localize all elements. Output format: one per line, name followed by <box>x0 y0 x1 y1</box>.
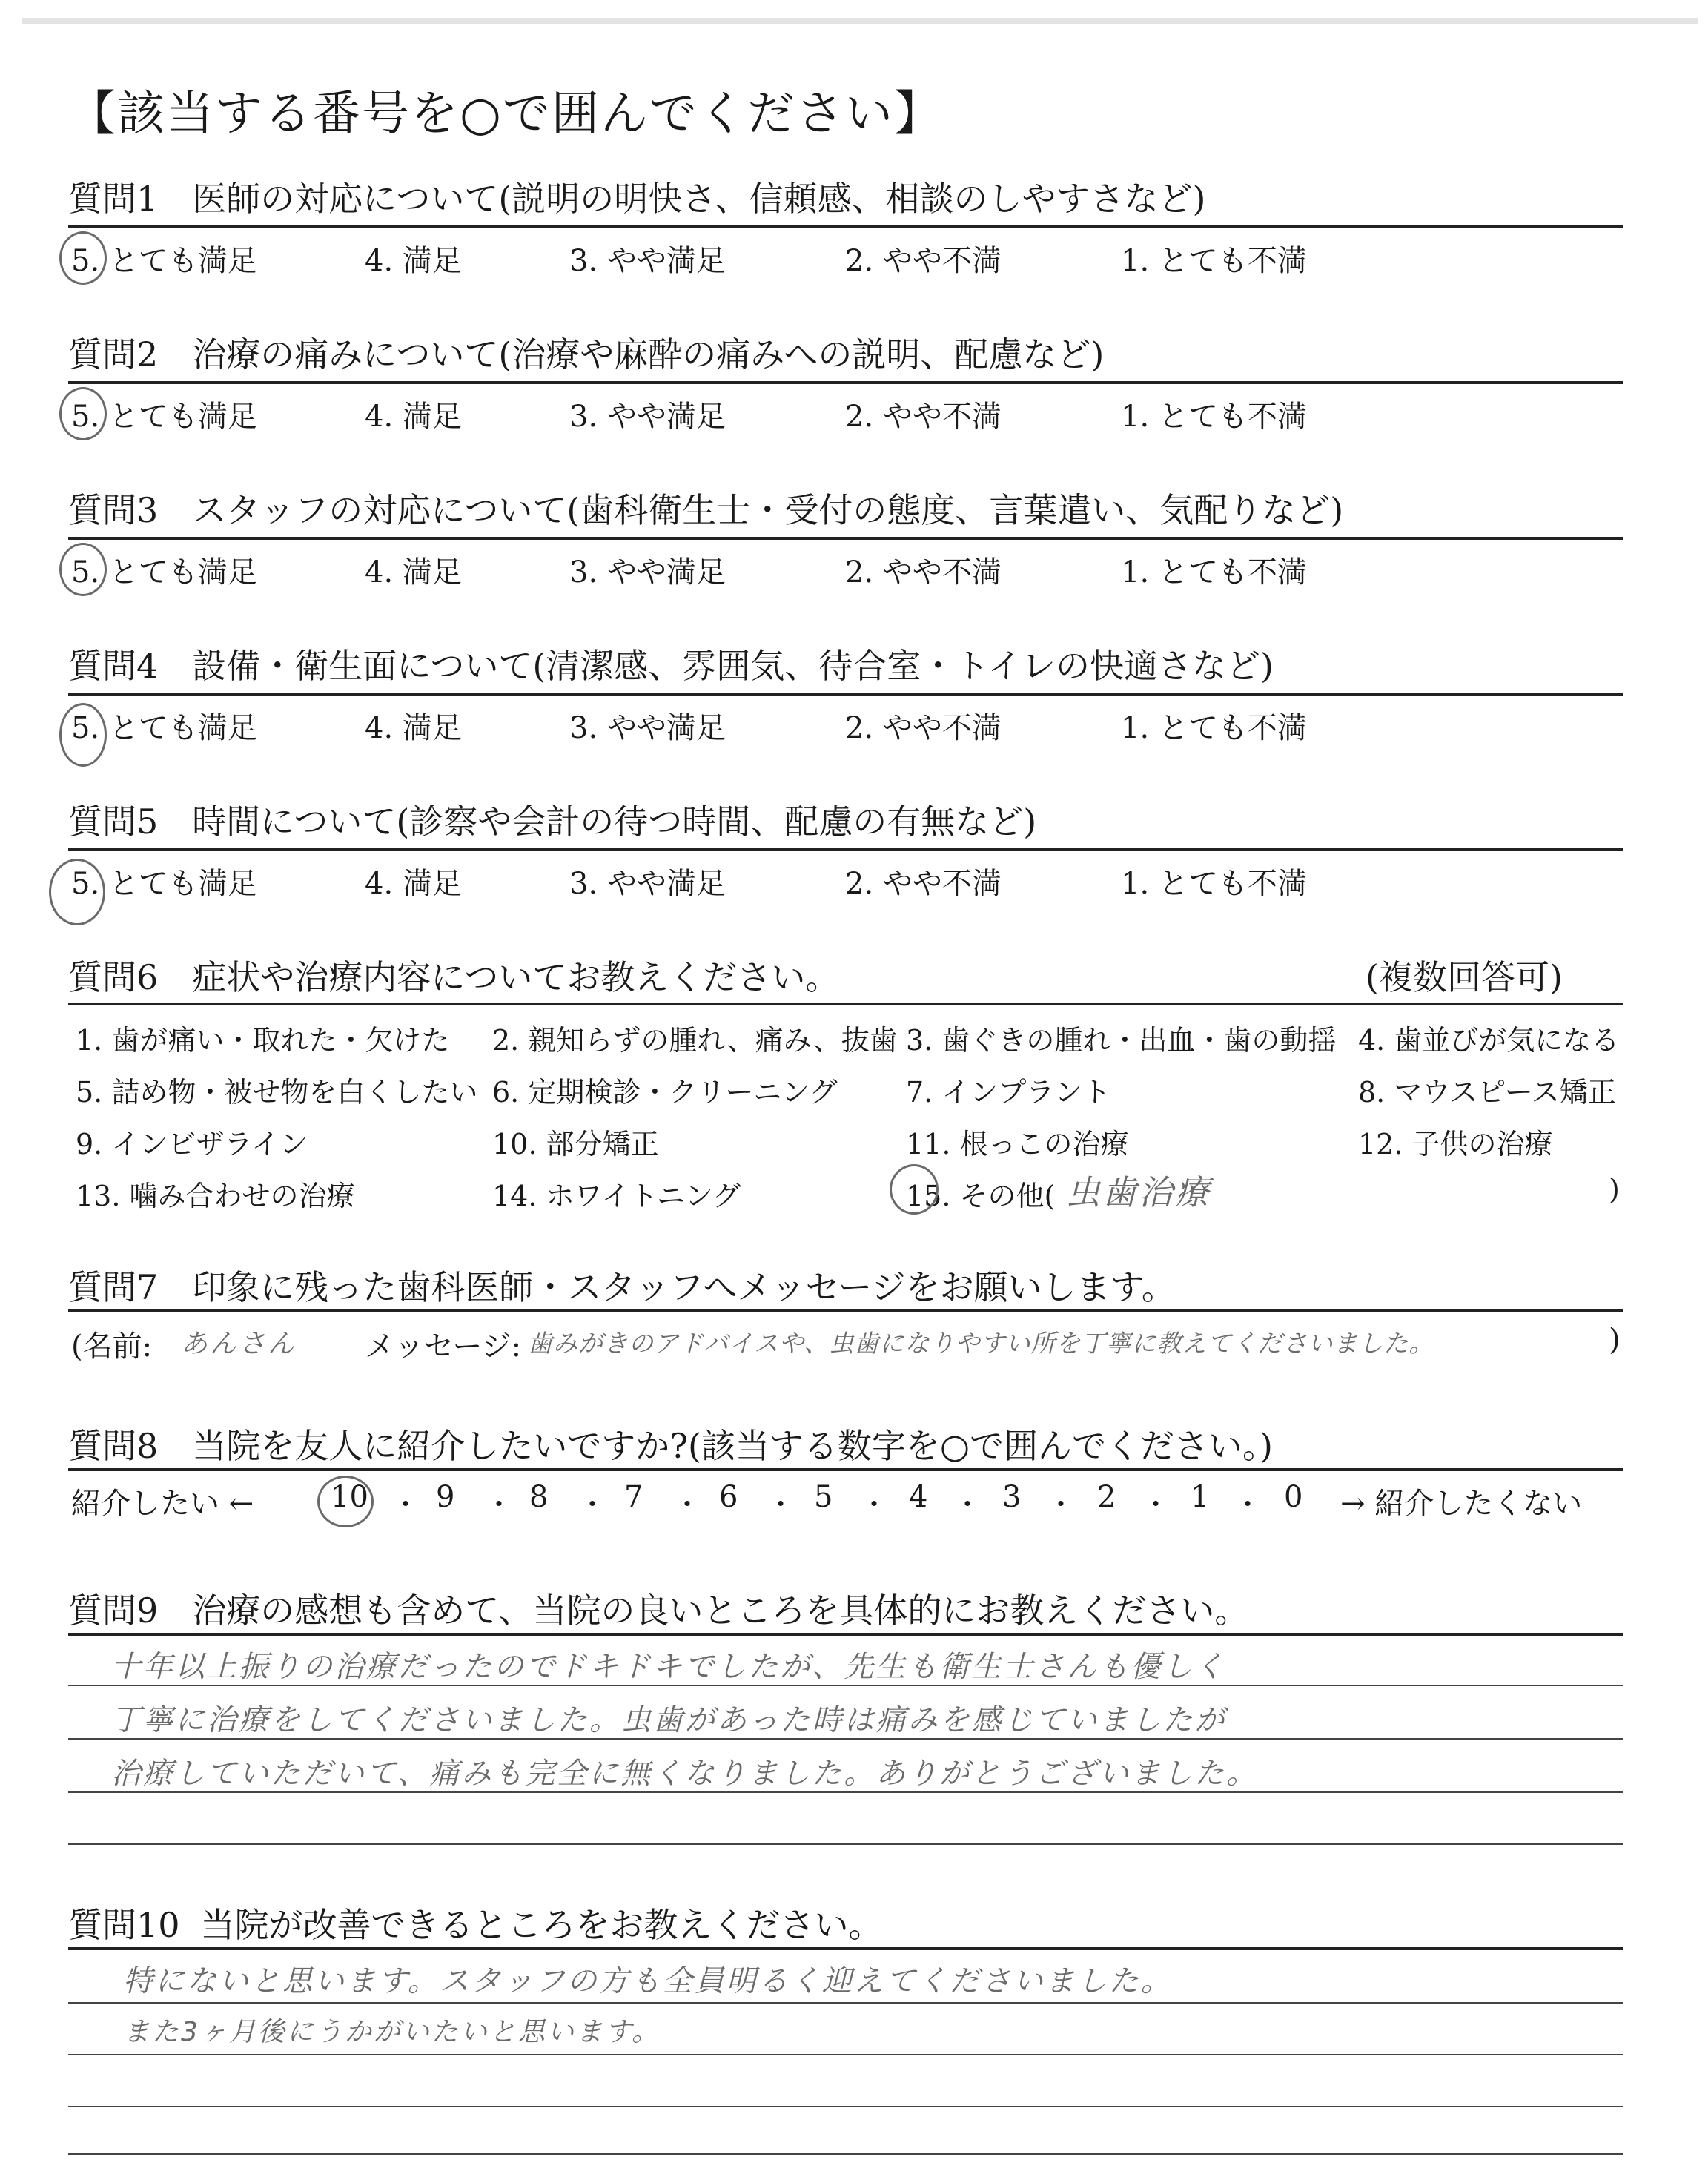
symptom-option-15[interactable]: 15. その他( <box>906 1180 1056 1212</box>
multiple-answer-note: (複数回答可) <box>1366 957 1563 997</box>
option-1[interactable]: 1. とても不満 <box>1121 400 1307 434</box>
scale-separator: ・ <box>953 1488 982 1521</box>
scale-separator: ・ <box>1234 1488 1262 1521</box>
selected-circle-mark <box>59 231 107 285</box>
scale-separator: ・ <box>860 1488 889 1521</box>
question-text: 治療の痛みについて(治療や麻酔の痛みへの説明、配慮など) <box>192 334 1105 374</box>
scale-separator: ・ <box>1047 1488 1076 1521</box>
score-8[interactable]: 8 <box>529 1480 549 1514</box>
recommend-right-label: → 紹介したくない <box>1340 1487 1583 1521</box>
score-5[interactable]: 5 <box>814 1480 833 1514</box>
question-text: 印象に残った歯科医師・スタッフへメッセージをお願いします。 <box>192 1267 1176 1307</box>
question-text: 当院が改善できるところをお教えください。 <box>200 1905 883 1945</box>
question-title <box>68 795 1036 844</box>
question-text: スタッフの対応について(歯科衛生士・受付の態度、言葉遣い、気配りなど) <box>192 490 1344 530</box>
score-10[interactable]: 10 <box>331 1480 368 1514</box>
question-label: 質問5 <box>68 802 159 842</box>
name-field[interactable]: あんさん <box>181 1329 297 1359</box>
ruled-line <box>68 1738 1623 1740</box>
symptom-option-6[interactable]: 6. 定期検診・クリーニング <box>492 1076 838 1109</box>
scan-top-band <box>22 18 1698 24</box>
answer-line-1: 十年以上振りの治療だったのでドキドキでしたが、先生も衛生士さんも優しく <box>111 1650 1227 1684</box>
question-label: 質問3 <box>68 490 159 530</box>
ruled-line <box>68 2106 1623 2107</box>
score-7[interactable]: 7 <box>624 1480 643 1514</box>
question-text: 治療の感想も含めて、当院の良いところを具体的にお教えください。 <box>192 1591 1249 1631</box>
option-4[interactable]: 4. 満足 <box>365 711 462 745</box>
underline <box>68 1003 1623 1005</box>
question-label: 質問1 <box>68 179 159 219</box>
question-label: 質問9 <box>68 1591 159 1631</box>
message-label: メッセージ: <box>365 1330 522 1364</box>
score-9[interactable]: 9 <box>436 1480 455 1514</box>
question-label: 質問8 <box>68 1426 159 1466</box>
symptom-option-1[interactable]: 1. 歯が痛い・取れた・欠けた <box>76 1024 450 1057</box>
answer-line-3: 治療していただいて、痛みも完全に無くなりました。ありがとうございました。 <box>111 1757 1259 1791</box>
score-6[interactable]: 6 <box>719 1480 738 1514</box>
score-0[interactable]: 0 <box>1284 1480 1303 1514</box>
selected-circle-mark <box>317 1476 374 1527</box>
selected-circle-mark <box>59 387 107 440</box>
ruled-line <box>68 2054 1623 2055</box>
underline <box>68 848 1623 851</box>
option-2[interactable]: 2. やや不満 <box>845 555 1002 589</box>
option-5[interactable]: 5. とても満足 <box>71 711 257 745</box>
option-4[interactable]: 4. 満足 <box>365 400 462 434</box>
option-3[interactable]: 3. やや満足 <box>569 555 726 589</box>
option-3[interactable]: 3. やや満足 <box>569 244 726 278</box>
answer-line-2: また3ヶ月後にうかがいたいと思います。 <box>123 2017 661 2047</box>
symptom-option-2[interactable]: 2. 親知らずの腫れ、痛み、抜歯 <box>492 1024 898 1057</box>
option-1[interactable]: 1. とても不満 <box>1121 867 1307 901</box>
underline <box>68 537 1623 540</box>
symptom-option-3[interactable]: 3. 歯ぐきの腫れ・出血・歯の動揺 <box>906 1024 1337 1057</box>
scale-separator: ・ <box>578 1488 607 1521</box>
option-5[interactable]: 5. とても満足 <box>71 400 257 434</box>
symptom-option-11[interactable]: 11. 根っこの治療 <box>906 1128 1129 1160</box>
option-4[interactable]: 4. 満足 <box>365 867 462 901</box>
question-label: 質問10 <box>68 1905 180 1945</box>
question-title <box>68 1261 1176 1309</box>
other-answer-handwritten: 虫歯治療 <box>1066 1172 1211 1212</box>
ruled-line <box>68 1843 1623 1845</box>
scale-separator: ・ <box>1142 1488 1171 1521</box>
ruled-line <box>68 1791 1623 1793</box>
name-label: (名前: <box>71 1330 153 1364</box>
option-4[interactable]: 4. 満足 <box>365 244 462 278</box>
underline <box>68 1468 1623 1471</box>
score-1[interactable]: 1 <box>1191 1480 1210 1514</box>
symptom-option-14[interactable]: 14. ホワイトニング <box>492 1180 741 1212</box>
symptom-option-12[interactable]: 12. 子供の治療 <box>1358 1128 1553 1160</box>
question-text: 設備・衛生面について(清潔感、雰囲気、待合室・トイレの快適さなど) <box>192 646 1274 686</box>
question-title <box>68 1584 1248 1633</box>
scale-separator: ・ <box>767 1488 795 1521</box>
option-5[interactable]: 5. とても満足 <box>71 867 257 901</box>
question-label: 質問2 <box>68 334 159 374</box>
question-title <box>68 951 839 1000</box>
answer-line-1: 特にないと思います。スタッフの方も全員明るく迎えてくださいました。 <box>123 1964 1173 1998</box>
option-5[interactable]: 5. とても満足 <box>71 555 257 589</box>
option-1[interactable]: 1. とても不満 <box>1121 244 1307 278</box>
underline <box>68 1309 1623 1312</box>
question-label: 質問7 <box>68 1267 159 1307</box>
symptom-option-7[interactable]: 7. インプラント <box>906 1076 1111 1109</box>
option-2[interactable]: 2. やや不満 <box>845 400 1002 434</box>
underline <box>68 693 1623 696</box>
question-label: 質問4 <box>68 646 159 686</box>
question-text: 医師の対応について(説明の明快さ、信頼感、相談のしやすさなど) <box>192 179 1206 219</box>
selected-circle-mark <box>890 1164 939 1215</box>
selected-circle-mark <box>59 543 107 596</box>
option-1[interactable]: 1. とても不満 <box>1121 555 1307 589</box>
scale-separator: ・ <box>485 1488 514 1521</box>
question-title <box>68 639 1274 688</box>
selected-circle-mark <box>49 859 105 925</box>
underline <box>68 1947 1623 1950</box>
scale-separator: ・ <box>391 1488 420 1521</box>
scale-separator: ・ <box>673 1488 702 1521</box>
option-5[interactable]: 5. とても満足 <box>71 244 257 278</box>
option-4[interactable]: 4. 満足 <box>365 555 462 589</box>
question-title <box>68 328 1104 377</box>
question-title <box>68 1419 1273 1468</box>
question-label: 質問6 <box>68 957 159 997</box>
option-2[interactable]: 2. やや不満 <box>845 711 1002 745</box>
symptom-option-13[interactable]: 13. 噛み合わせの治療 <box>76 1180 355 1212</box>
ruled-line <box>68 2002 1623 2004</box>
recommend-left-label: 紹介したい ← <box>71 1487 254 1521</box>
form-header: 【該当する番号を○で囲んでください】 <box>68 87 943 142</box>
score-2[interactable]: 2 <box>1097 1480 1116 1514</box>
answer-line-2: 丁寧に治療をしてくださいました。虫歯があった時は痛みを感じていましたが <box>111 1703 1227 1737</box>
message-field[interactable]: 歯みがきのアドバイスや、虫歯になりやすい所を丁寧に教えてくださいました。 <box>528 1329 1434 1358</box>
symptom-option-8[interactable]: 8. マウスピース矯正 <box>1358 1076 1616 1109</box>
question-title <box>68 1898 883 1947</box>
question-text: 症状や治療内容についてお教えください。 <box>192 957 840 997</box>
question-text: 時間について(診察や会計の待つ時間、配慮の有無など) <box>192 802 1037 842</box>
option-3[interactable]: 3. やや満足 <box>569 711 726 745</box>
symptom-option-9[interactable]: 9. インビザライン <box>76 1128 308 1160</box>
underline <box>68 225 1623 228</box>
symptom-option-4[interactable]: 4. 歯並びが気になる <box>1358 1024 1620 1057</box>
option-2[interactable]: 2. やや不満 <box>845 867 1002 901</box>
question-text: 当院を友人に紹介したいですか?(該当する数字を○で囲んでください。) <box>192 1426 1273 1466</box>
option-2[interactable]: 2. やや不満 <box>845 244 1002 278</box>
symptom-option-10[interactable]: 10. 部分矯正 <box>492 1128 659 1160</box>
option-3[interactable]: 3. やや満足 <box>569 400 726 434</box>
question-title <box>68 483 1343 532</box>
ruled-line <box>68 1685 1623 1686</box>
score-3[interactable]: 3 <box>1002 1480 1022 1514</box>
message-close-paren: ) <box>1609 1323 1621 1357</box>
score-4[interactable]: 4 <box>909 1480 928 1514</box>
underline <box>68 381 1623 384</box>
ruled-line <box>68 2153 1623 2155</box>
underline <box>68 1633 1623 1636</box>
option-1[interactable]: 1. とても不満 <box>1121 711 1307 745</box>
other-close-paren: ) <box>1609 1173 1620 1206</box>
symptom-option-5[interactable]: 5. 詰め物・被せ物を白くしたい <box>76 1076 478 1109</box>
selected-circle-mark <box>59 703 107 767</box>
option-3[interactable]: 3. やや満足 <box>569 867 726 901</box>
question-title <box>68 172 1205 221</box>
